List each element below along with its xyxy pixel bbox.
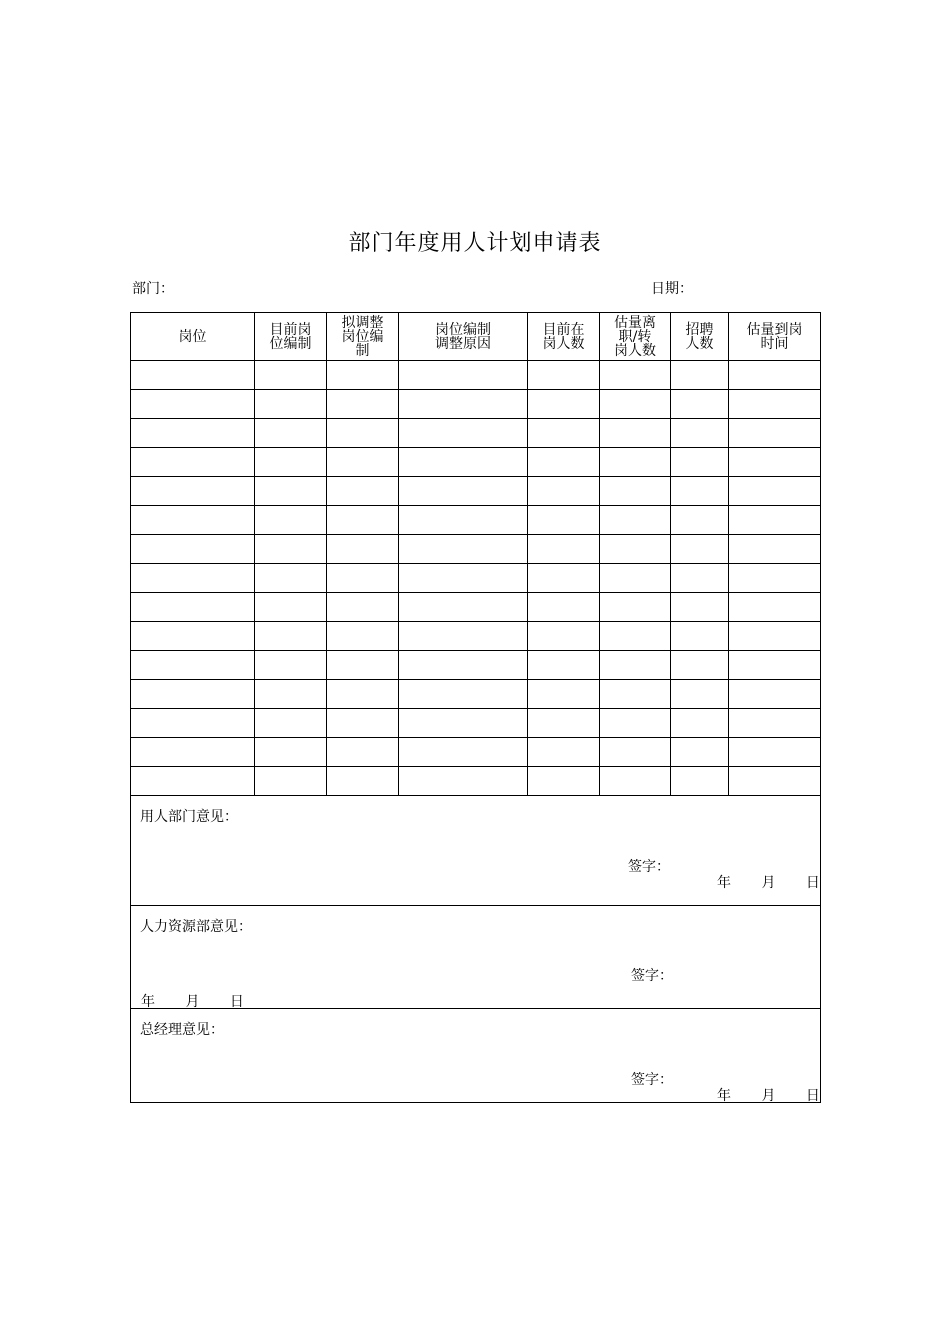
table-cell[interactable] [327, 738, 399, 767]
table-row [131, 738, 821, 767]
table-cell[interactable] [671, 419, 729, 448]
table-cell[interactable] [327, 680, 399, 709]
table-cell[interactable] [255, 448, 327, 477]
table-cell[interactable] [729, 738, 821, 767]
col-header-current-staff: 目前在 岗人数 [528, 313, 600, 361]
table-cell[interactable] [255, 709, 327, 738]
table-cell[interactable] [671, 767, 729, 796]
table-cell[interactable] [729, 506, 821, 535]
table-cell[interactable] [399, 419, 528, 448]
table-cell[interactable] [327, 767, 399, 796]
gm-sign-label: 签字： [631, 1072, 673, 1088]
table-cell[interactable] [131, 361, 255, 390]
table-cell[interactable] [671, 564, 729, 593]
gm-opinion-label: 总经理意见： [140, 1022, 224, 1038]
table-row [131, 709, 821, 738]
table-cell[interactable] [729, 361, 821, 390]
table-cell[interactable] [600, 419, 671, 448]
gm-opinion-cell[interactable] [131, 1009, 821, 1103]
table-cell[interactable] [399, 651, 528, 680]
table-cell[interactable] [528, 767, 600, 796]
gm-date [717, 1085, 820, 1105]
hr-opinion-label: 人力资源部意见： [140, 919, 252, 935]
date-label: 日期： [651, 281, 693, 297]
year-label: 年 [717, 1088, 731, 1104]
table-cell[interactable] [131, 593, 255, 622]
table-cell[interactable] [399, 535, 528, 564]
table-cell[interactable] [131, 564, 255, 593]
table-cell[interactable] [131, 709, 255, 738]
day-label: 日 [805, 1088, 820, 1104]
month-label: 月 [761, 875, 776, 891]
col-header-recruit-count: 招聘 人数 [671, 313, 729, 361]
table-cell[interactable] [528, 593, 600, 622]
staffing-plan-table [130, 312, 821, 1103]
table-row [131, 680, 821, 709]
table-cell[interactable] [729, 535, 821, 564]
table-cell[interactable] [671, 622, 729, 651]
table-cell[interactable] [399, 593, 528, 622]
table-cell[interactable] [528, 477, 600, 506]
table-cell[interactable] [528, 564, 600, 593]
year-label: 年 [717, 875, 731, 891]
table-cell[interactable] [729, 651, 821, 680]
table-cell[interactable] [600, 680, 671, 709]
table-cell[interactable] [600, 477, 671, 506]
table-cell[interactable] [255, 390, 327, 419]
table-cell[interactable] [327, 622, 399, 651]
table-cell[interactable] [729, 622, 821, 651]
table-cell[interactable] [399, 564, 528, 593]
table-cell[interactable] [528, 448, 600, 477]
table-cell[interactable] [255, 535, 327, 564]
table-cell[interactable] [255, 622, 327, 651]
table-cell[interactable] [255, 564, 327, 593]
table-cell[interactable] [131, 419, 255, 448]
table-cell[interactable] [131, 651, 255, 680]
col-header-proposed-quota: 拟调整 岗位编 制 [327, 313, 399, 361]
table-cell[interactable] [399, 477, 528, 506]
form-title: 部门年度用人计划申请表 [348, 231, 602, 256]
table-cell[interactable] [671, 738, 729, 767]
month-label: 月 [185, 994, 200, 1010]
table-row [131, 564, 821, 593]
table-cell[interactable] [131, 448, 255, 477]
table-cell[interactable] [729, 767, 821, 796]
table-cell[interactable] [327, 448, 399, 477]
table-cell[interactable] [255, 680, 327, 709]
table-row [131, 535, 821, 564]
department-date [717, 872, 820, 892]
table-cell[interactable] [600, 564, 671, 593]
table-cell[interactable] [729, 709, 821, 738]
hr-sign-label: 签字： [631, 968, 673, 984]
department-label: 部门： [132, 281, 174, 297]
table-cell[interactable] [729, 680, 821, 709]
table-row [131, 477, 821, 506]
table-cell[interactable] [729, 593, 821, 622]
table-cell[interactable] [600, 506, 671, 535]
table-cell[interactable] [729, 564, 821, 593]
table-cell[interactable] [729, 477, 821, 506]
col-header-adjust-reason: 岗位编制 调整原因 [399, 313, 528, 361]
table-cell[interactable] [131, 535, 255, 564]
col-header-arrival-time: 估量到岗 时间 [729, 313, 821, 361]
table-cell[interactable] [600, 709, 671, 738]
month-label: 月 [761, 1088, 776, 1104]
table-cell[interactable] [671, 593, 729, 622]
table-cell[interactable] [131, 506, 255, 535]
table-cell[interactable] [131, 680, 255, 709]
table-cell[interactable] [399, 506, 528, 535]
table-row [131, 361, 821, 390]
table-cell[interactable] [600, 622, 671, 651]
department-sign-label: 签字： [628, 859, 670, 875]
table-cell[interactable] [399, 680, 528, 709]
col-header-current-quota: 目前岗 位编制 [255, 313, 327, 361]
col-header-expected-leaving: 估量离 职/转 岗人数 [600, 313, 671, 361]
table-cell[interactable] [131, 738, 255, 767]
table-cell[interactable] [600, 361, 671, 390]
table-cell[interactable] [399, 709, 528, 738]
hr-opinion-row [131, 906, 821, 1009]
table-cell[interactable] [671, 506, 729, 535]
table-cell[interactable] [399, 361, 528, 390]
table-cell[interactable] [528, 651, 600, 680]
year-label: 年 [141, 994, 155, 1010]
table-cell[interactable] [399, 738, 528, 767]
table-cell[interactable] [399, 448, 528, 477]
table-cell[interactable] [255, 593, 327, 622]
table-row [131, 593, 821, 622]
table-row [131, 651, 821, 680]
table-cell[interactable] [671, 477, 729, 506]
table-cell[interactable] [327, 709, 399, 738]
gm-opinion-row [131, 1009, 821, 1103]
table-cell[interactable] [528, 680, 600, 709]
table-cell[interactable] [255, 651, 327, 680]
table-cell[interactable] [255, 477, 327, 506]
table-cell[interactable] [600, 651, 671, 680]
header-row [131, 313, 821, 361]
table-cell[interactable] [399, 767, 528, 796]
table-cell[interactable] [327, 651, 399, 680]
table-cell[interactable] [327, 477, 399, 506]
table-cell[interactable] [671, 390, 729, 419]
day-label: 日 [805, 875, 820, 891]
table-cell[interactable] [671, 680, 729, 709]
table-row [131, 767, 821, 796]
table-cell[interactable] [327, 419, 399, 448]
col-header-position: 岗位 [131, 313, 255, 361]
table-cell[interactable] [528, 535, 600, 564]
table-cell[interactable] [255, 419, 327, 448]
table-cell[interactable] [255, 506, 327, 535]
table-cell[interactable] [729, 448, 821, 477]
table-cell[interactable] [255, 767, 327, 796]
table-cell[interactable] [671, 651, 729, 680]
hr-opinion-cell[interactable] [131, 906, 821, 1009]
table-cell[interactable] [528, 361, 600, 390]
department-opinion-cell[interactable] [131, 796, 821, 906]
table-cell[interactable] [528, 390, 600, 419]
table-row [131, 506, 821, 535]
table-cell[interactable] [671, 709, 729, 738]
table-cell[interactable] [671, 535, 729, 564]
table-cell[interactable] [327, 564, 399, 593]
table-cell[interactable] [399, 622, 528, 651]
table-cell[interactable] [600, 738, 671, 767]
table-cell[interactable] [671, 361, 729, 390]
table-cell[interactable] [327, 390, 399, 419]
table-row [131, 419, 821, 448]
table-cell[interactable] [671, 448, 729, 477]
department-opinion-label: 用人部门意见： [140, 809, 238, 825]
table-cell[interactable] [131, 767, 255, 796]
table-cell[interactable] [399, 390, 528, 419]
table-cell[interactable] [600, 593, 671, 622]
table-cell[interactable] [327, 535, 399, 564]
table-cell[interactable] [528, 622, 600, 651]
table-row [131, 390, 821, 419]
table-row [131, 448, 821, 477]
table-cell[interactable] [327, 506, 399, 535]
table-cell[interactable] [528, 506, 600, 535]
table-cell[interactable] [255, 738, 327, 767]
table-cell[interactable] [729, 390, 821, 419]
day-label: 日 [229, 994, 244, 1010]
table-cell[interactable] [528, 709, 600, 738]
table-cell[interactable] [600, 390, 671, 419]
table-cell[interactable] [131, 390, 255, 419]
table-cell[interactable] [131, 477, 255, 506]
table-cell[interactable] [131, 622, 255, 651]
table-cell[interactable] [255, 361, 327, 390]
department-opinion-row [131, 796, 821, 906]
table-cell[interactable] [528, 738, 600, 767]
table-cell[interactable] [327, 593, 399, 622]
table-cell[interactable] [528, 419, 600, 448]
table-cell[interactable] [600, 535, 671, 564]
table-cell[interactable] [729, 419, 821, 448]
table-cell[interactable] [600, 767, 671, 796]
table-row [131, 622, 821, 651]
table-cell[interactable] [327, 361, 399, 390]
table-cell[interactable] [600, 448, 671, 477]
